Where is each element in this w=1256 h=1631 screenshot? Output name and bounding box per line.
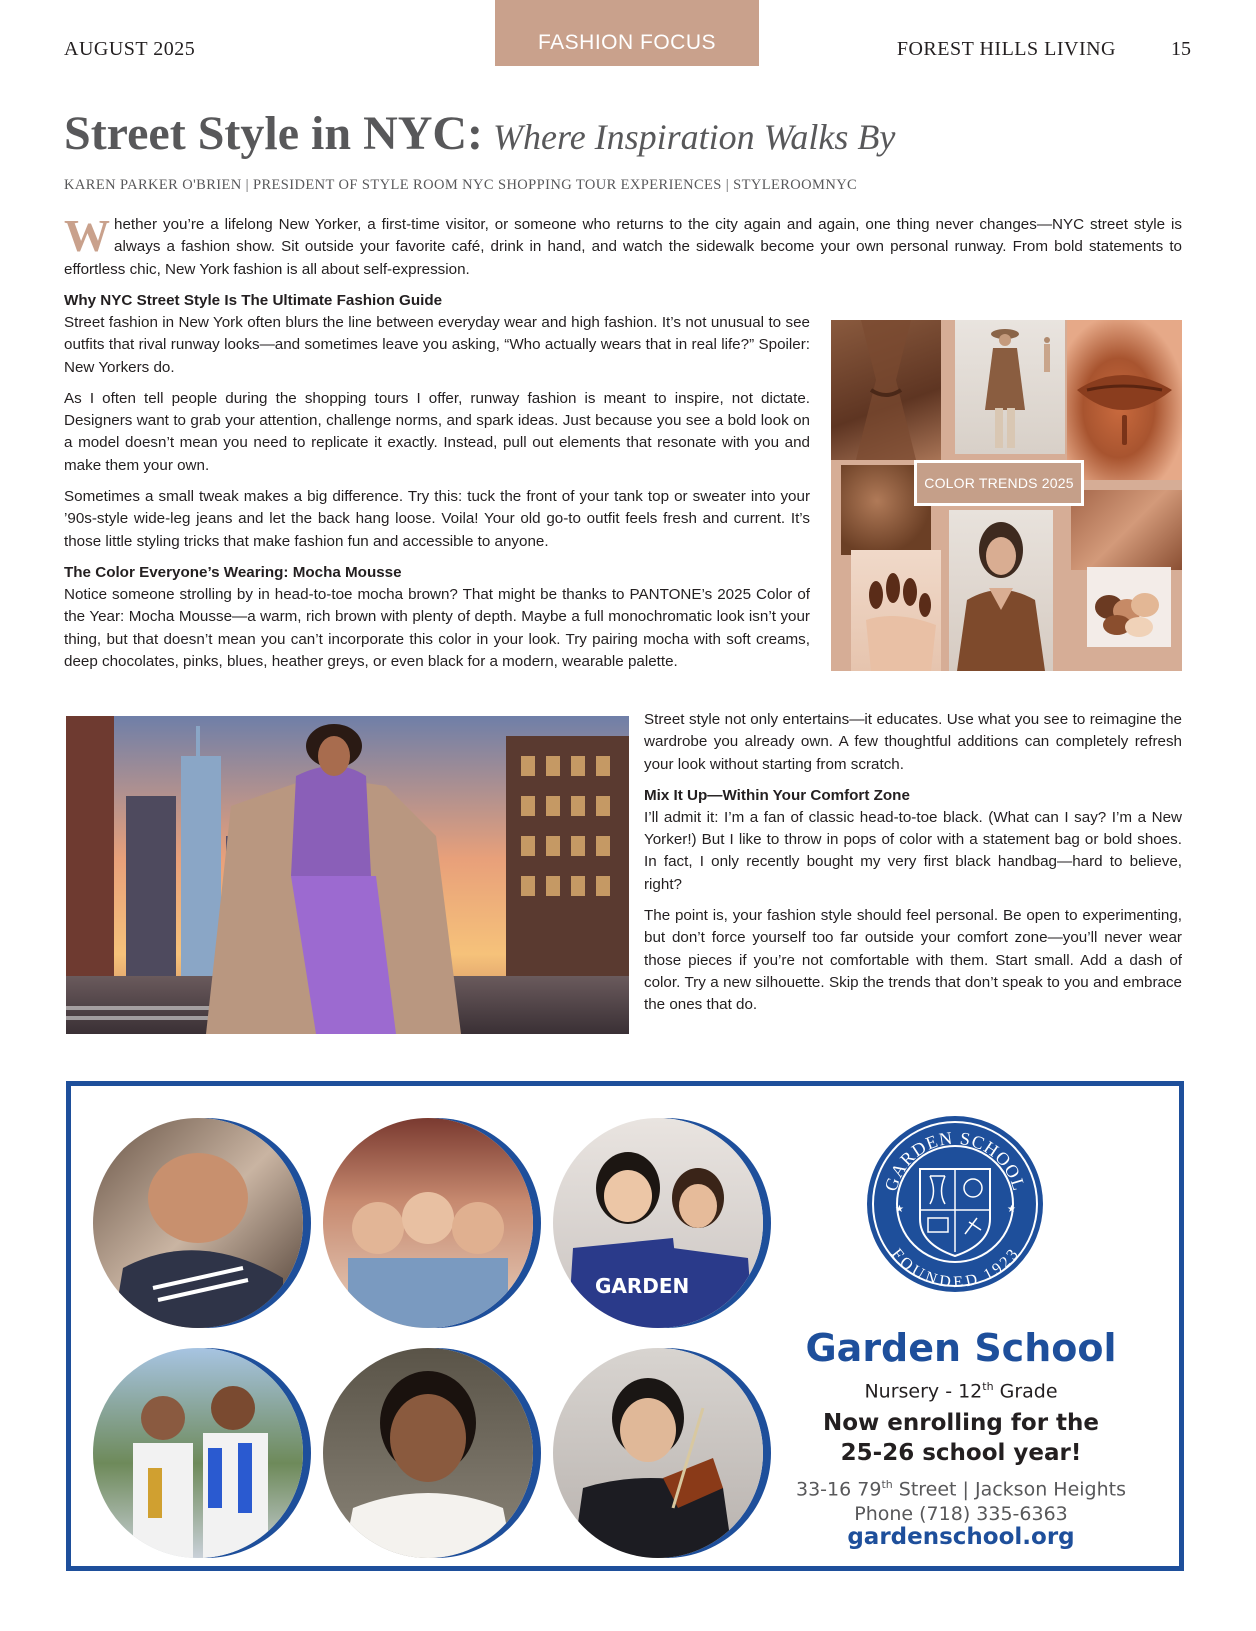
paragraph: Street style not only entertains—it educates. Use what you see to reimagine the wardrobe you already own. A few thoughtful additions can completely refresh your look without starting from scratch. [644,711,1182,773]
issue-date: AUGUST 2025 [64,38,196,60]
school-name: Garden School [805,1326,1117,1370]
phone-number[interactable]: Phone (718) 335-6363 [854,1503,1068,1526]
article-headline [64,106,895,161]
paragraph: Street fashion in New York often blurs the line between everyday wear and high fashion. It’s not unusual to see outfits that rival runway looks—and sometimes leave you asking, “Who actually wears that in real life?” Spoiler: New Yorkers do. [64,314,810,376]
drop-cap: W [64,210,110,261]
section-heading: The Color Everyone’s Wearing: Mocha Mousse [64,563,402,581]
student-photo-laughing [93,1118,303,1328]
runway-model-image [955,320,1065,454]
address-sup: th [881,1478,893,1491]
student-photo-basketball [553,1118,763,1328]
enrollment-notice [771,1408,1151,1468]
article-byline: KAREN PARKER O'BRIEN | PRESIDENT OF STYLE ROOM NYC SHOPPING TOUR EXPERIENCES | STYLEROOMNYC [64,177,858,193]
svg-text:★: ★ [1007,1204,1016,1215]
color-trends-collage [831,320,1182,671]
seal-bottom-text: FOUNDED 1923 [887,1245,1023,1292]
jersey-text: GARDEN [595,1274,690,1298]
grades-suffix: Grade [993,1380,1058,1403]
garden-school-seal [865,1114,1045,1294]
paragraph: Notice someone strolling by in head-to-toe mocha brown? That might be thanks to PANTONE’s 2025 Color of the Year: Mocha Mousse—a warm, rich brown with plenty of depth. Maybe a full monochromatic look isn’t your thing, but that doesn’t mean you can’t incorporate this color in your look. Try pairing mocha with soft creams, deep chocolates, pinks, blues, heather greys, or even black for a modern, wearable palette. [64,585,810,670]
student-photo-trophies [93,1348,303,1558]
paragraph: I’ll admit it: I’m a fan of classic head-to-toe black. (What can I say? I’m a New Yorker!) But I like to throw in pops of color with a statement bag or bold shoes. In fact, I only recently bought my very first black handbag—hard to believe, right? [644,808,1182,893]
section-heading: Why NYC Street Style Is The Ultimate Fashion Guide [64,292,443,309]
brown-leaf-image [1071,490,1182,570]
grades-sup: th [982,1380,994,1393]
publication-name: FOREST HILLS LIVING [896,38,1116,60]
macarons-image [1087,567,1171,647]
school-address [771,1472,1151,1527]
article-column-right [644,709,1182,1026]
section-tab: FASHION FOCUS [495,0,759,66]
school-website-link[interactable]: gardenschool.org [847,1524,1075,1550]
page-number: 15 [1171,38,1191,60]
section-heading: Mix It Up—Within Your Comfort Zone [644,786,910,804]
student-photo-group [323,1118,533,1328]
address-prefix: 33-16 79 [796,1478,882,1501]
enroll-line-2: 25-26 school year! [840,1440,1082,1466]
grade-range [801,1380,1121,1402]
enroll-line-1: Now enrolling for the [822,1410,1100,1436]
manicure-image [851,550,941,671]
color-trends-label: COLOR TRENDS 2025 [914,460,1084,506]
paragraph: As I often tell people during the shopping tours I offer, runway fashion is meant to inspire, not dictate. Designers want to grab your attention, challenge norms, and spark ideas. Just because you see a bold look on a model doesn’t mean you need to replicate it exactly. Instead, pull out elements that resonate with you and make them your own. [64,389,810,474]
seal-top-text: GARDEN SCHOOL [880,1127,1030,1194]
student-photo-violin [553,1348,763,1558]
paragraph: Sometimes a small tweak makes a big difference. Try this: tuck the front of your tank top or sweater into your ’90s-style wide-leg jeans and let the back hang loose. Voila! Your old go-to outfit feels fresh and current. It’s those little styling tricks that make fashion fun and accessible to anyone. [64,488,810,550]
article-intro [64,210,1182,281]
brown-dress-image [831,320,941,460]
grades-prefix: Nursery - 12 [864,1380,983,1403]
nyc-street-style-photo [66,716,629,1034]
student-photo-smiling [323,1348,533,1558]
brown-blouse-model-image [949,510,1053,671]
intro-text: hether you’re a lifelong New Yorker, a first-time visitor, or someone who returns to the city again and again, one thing never changes—NYC street style is always a fashion show. Sit outside your favorite café, drink in hand, and watch the sidewalk become your own personal runway. From bold statements to effortless chic, New York fashion is all about self-expression. [64,216,1182,278]
article-subtitle: Where Inspiration Walks By [493,117,896,157]
address-suffix: Street | Jackson Heights [892,1478,1126,1501]
mocha-lips-image [1067,320,1182,480]
article-column-left [64,290,810,682]
svg-text:★: ★ [895,1204,904,1215]
paragraph: The point is, your fashion style should feel personal. Be open to experimenting, but don’t force yourself too far outside your comfort zone—you’ll never wear those pieces if you’re not comfortable with them. Start small. Add a dash of color. Try a new silhouette. Skip the trends that don’t speak to you and embrace the ones that do. [644,907,1182,1014]
article-title: Street Style in NYC: [64,107,484,160]
garden-school-ad[interactable] [66,1081,1184,1571]
